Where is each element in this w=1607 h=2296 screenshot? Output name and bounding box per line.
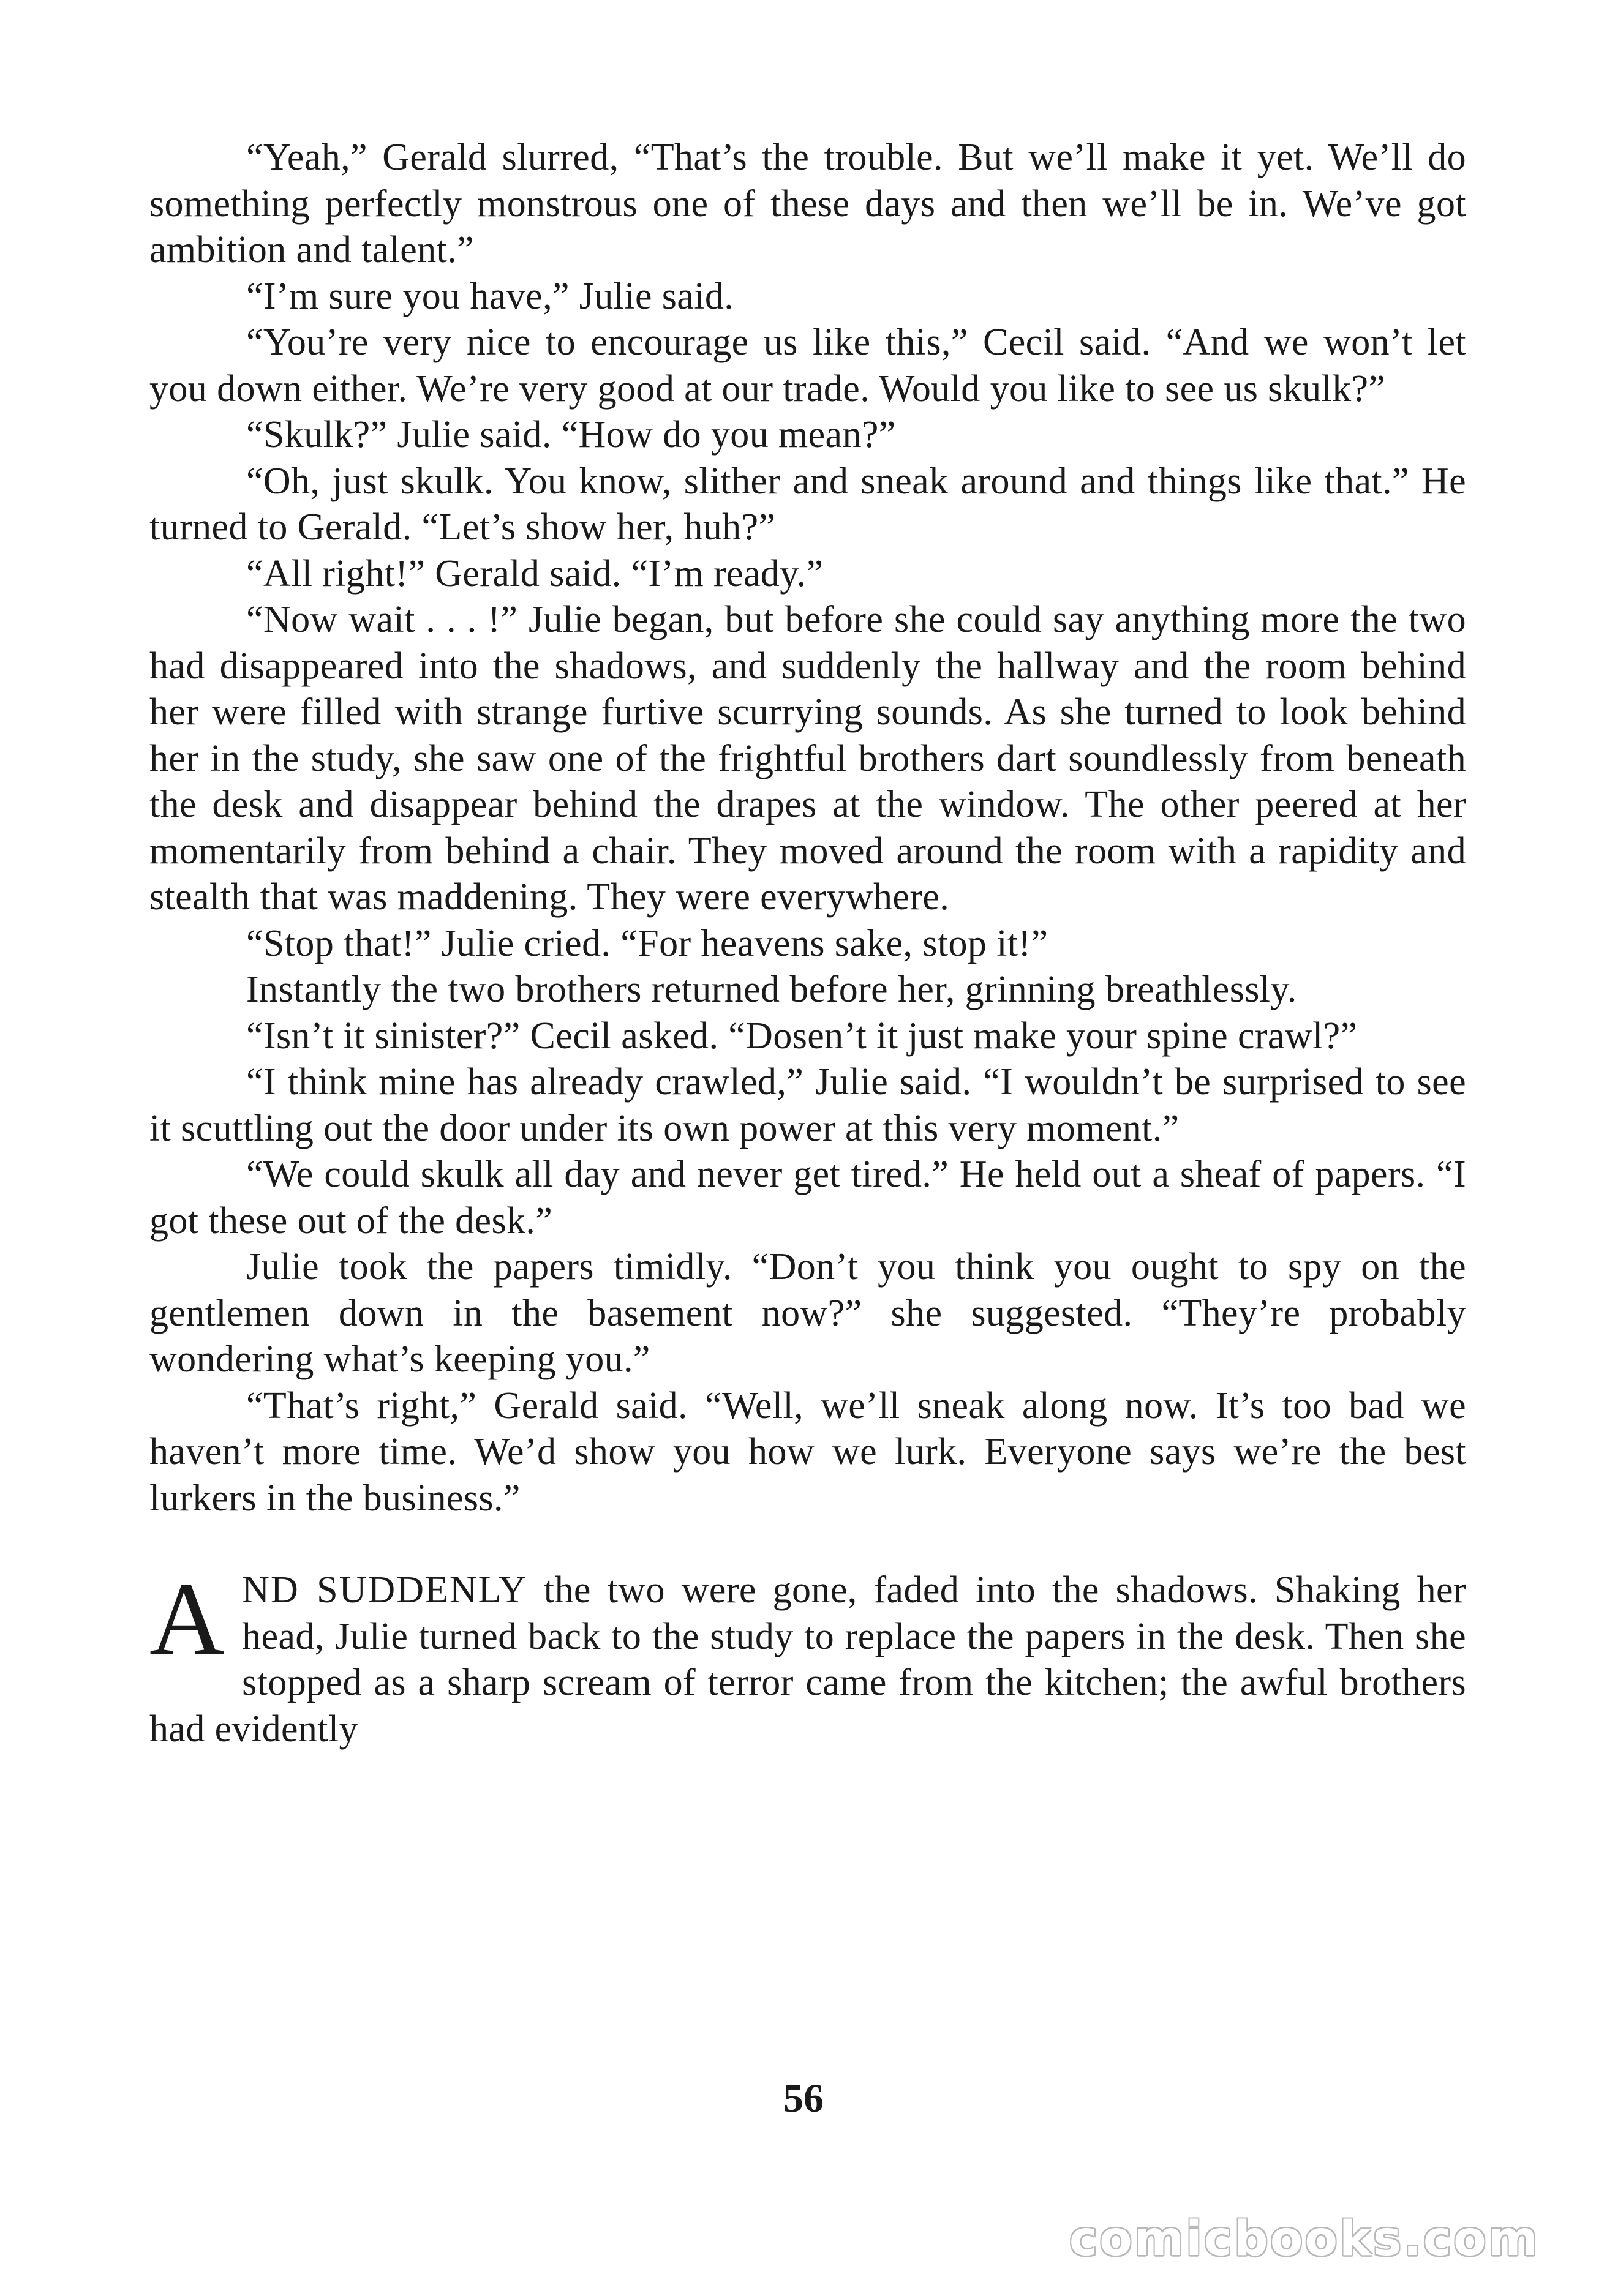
- watermark-logo: comicbooks.com: [1069, 2212, 1540, 2267]
- paragraph: “I’m sure you have,” Julie said.: [246, 275, 734, 317]
- section-opening-paragraph: [149, 1561, 1466, 1752]
- small-caps-lead: ND SUDDENLY: [242, 1569, 528, 1611]
- section-break: [149, 1521, 1466, 1567]
- paragraph: “I think mine has already crawled,” Julie said. “I wouldn’t be surprised to see it scuttling out the door under its own power at this very moment.”: [149, 1061, 1466, 1149]
- paragraph: “Stop that!” Julie cried. “For heavens sake, stop it!”: [246, 922, 1048, 964]
- drop-cap: A: [149, 1561, 225, 1676]
- body-text: [149, 135, 1466, 1752]
- paragraph: “Skulk?” Julie said. “How do you mean?”: [246, 414, 896, 456]
- paragraph: Julie took the papers timidly. “Don’t you think you ought to spy on the gentlemen down in the basement now?” she suggested. “They’re probably wondering what’s keeping you.”: [149, 1246, 1466, 1380]
- page-number: 56: [783, 2076, 824, 2121]
- paragraph: “You’re very nice to encourage us like this,” Cecil said. “And we won’t let you down either. We’re very good at our trade. Would you like to see us skulk?”: [149, 321, 1466, 410]
- section-opening-text: the two were gone, faded into the shadows. Shaking her head, Julie turned back to the study to replace the papers in the desk. Then she stopped as a sharp scream of terror came from the kitchen; the awful brothers had evidently: [149, 1569, 1466, 1750]
- paragraph: “Now wait . . . !” Julie began, but before she could say anything more the two had disappeared into the shadows, and suddenly the hallway and the room behind her were filled with strange furtive scurrying sounds. As she turned to look behind her in the study, she saw one of the frightful brothers dart soundlessly from beneath the desk and disappear behind the drapes at the window. The other peered at her momentarily from behind a chair. They moved around the room with a rapidity and stealth that was maddening. They were everywhere.: [149, 599, 1466, 918]
- paragraph: “Isn’t it sinister?” Cecil asked. “Dosen’t it just make your spine crawl?”: [246, 1015, 1358, 1057]
- paragraph: “Oh, just skulk. You know, slither and sneak around and things like that.” He turned to Gerald. “Let’s show her, huh?”: [149, 460, 1466, 548]
- paragraph: “Yeah,” Gerald slurred, “That’s the trouble. But we’ll make it yet. We’ll do something perfectly monstrous one of these days and then we’ll be in. We’ve got ambition and talent.”: [149, 137, 1466, 271]
- paragraph: Instantly the two brothers returned before her, grinning breathlessly.: [246, 969, 1297, 1010]
- paragraph: “That’s right,” Gerald said. “Well, we’ll sneak along now. It’s too bad we haven’t more time. We’d show you how we lurk. Everyone says we’re the best lurkers in the business.”: [149, 1384, 1466, 1519]
- paragraph: “All right!” Gerald said. “I’m ready.”: [246, 552, 824, 595]
- paragraph: “We could skulk all day and never get tired.” He held out a sheaf of papers. “I got these out of the desk.”: [149, 1154, 1466, 1242]
